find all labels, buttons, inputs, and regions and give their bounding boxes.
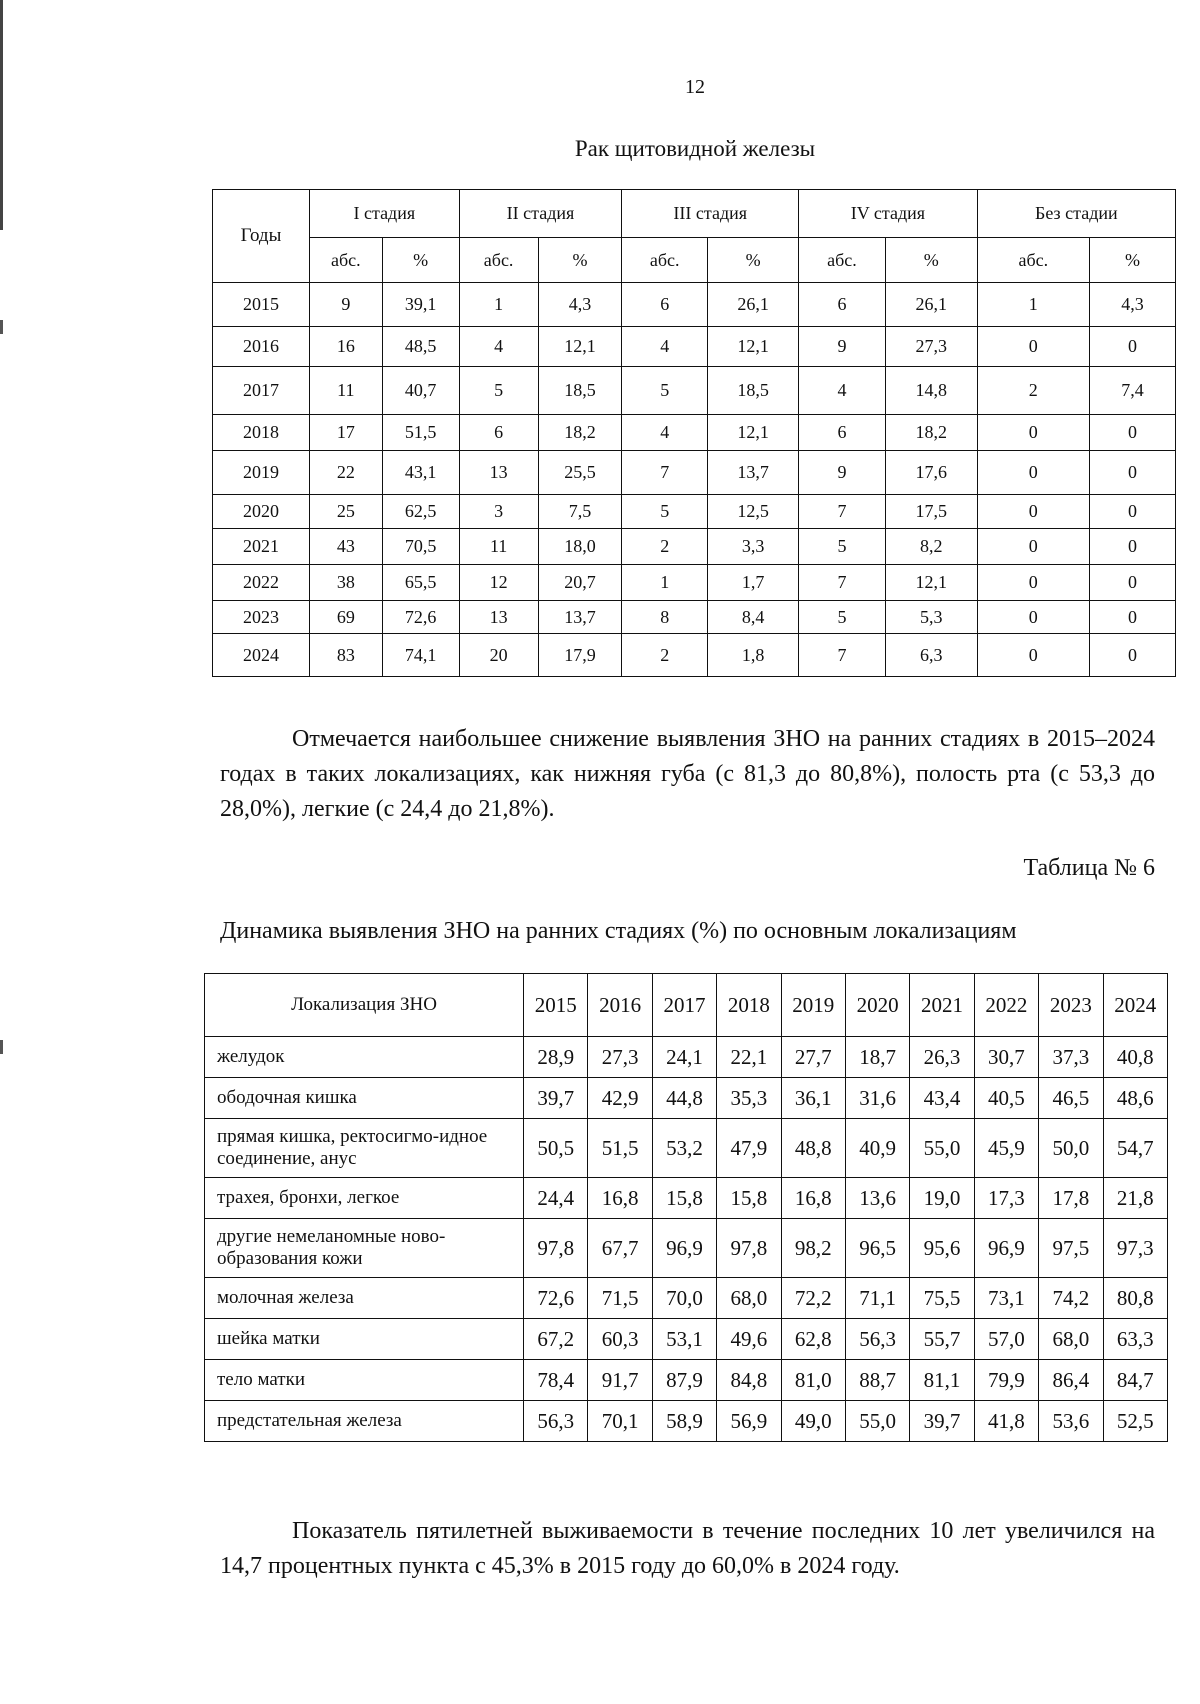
- value-cell: 83: [310, 634, 383, 677]
- year-cell: 2015: [213, 283, 310, 327]
- value-cell: 44,8: [652, 1078, 716, 1119]
- value-cell: 27,3: [885, 327, 977, 367]
- value-cell: 96,9: [974, 1219, 1038, 1278]
- value-cell: 40,9: [845, 1119, 909, 1178]
- value-cell: 60,3: [588, 1319, 652, 1360]
- value-cell: 42,9: [588, 1078, 652, 1119]
- value-cell: 63,3: [1103, 1319, 1167, 1360]
- paragraph-early-stage-decline: Отмечается наибольшее снижение выявления ЗНО на ранних стадиях в 2015–2024 годах в таких локализациях, как нижняя губа (с 81,3 до 80,8%), полость рта (с 53,3 до 28,0%), легкие (с 24,4 до 21,8%).: [220, 726, 1155, 822]
- value-cell: 51,5: [588, 1119, 652, 1178]
- value-cell: 15,8: [717, 1178, 781, 1219]
- value-cell: 1,8: [708, 634, 799, 677]
- value-cell: 2: [977, 367, 1089, 415]
- value-cell: 70,1: [588, 1401, 652, 1442]
- value-cell: 1: [977, 283, 1089, 327]
- value-cell: 12: [459, 565, 538, 601]
- value-cell: 97,8: [524, 1219, 588, 1278]
- table-row: [205, 1078, 1168, 1119]
- value-cell: 7: [799, 565, 886, 601]
- value-cell: 22,1: [717, 1037, 781, 1078]
- value-cell: 4: [799, 367, 886, 415]
- table-row: [213, 415, 1176, 451]
- year-cell: 2016: [213, 327, 310, 367]
- year-header: 2021: [910, 974, 974, 1037]
- value-cell: 65,5: [382, 565, 459, 601]
- year-cell: 2022: [213, 565, 310, 601]
- value-cell: 28,9: [524, 1037, 588, 1078]
- table-row: [205, 1360, 1168, 1401]
- value-cell: 81,0: [781, 1360, 845, 1401]
- value-cell: 58,9: [652, 1401, 716, 1442]
- value-cell: 55,0: [845, 1401, 909, 1442]
- value-cell: 12,1: [885, 565, 977, 601]
- value-cell: 97,3: [1103, 1219, 1167, 1278]
- value-cell: 35,3: [717, 1078, 781, 1119]
- table-row: [205, 1278, 1168, 1319]
- value-cell: 75,5: [910, 1278, 974, 1319]
- value-cell: 38: [310, 565, 383, 601]
- value-cell: 0: [1089, 529, 1175, 565]
- table1-title: Рак щитовидной железы: [574, 136, 816, 161]
- table-row: [213, 327, 1176, 367]
- subheader-cell: абс.: [622, 238, 708, 283]
- value-cell: 5: [459, 367, 538, 415]
- table-row: [205, 1319, 1168, 1360]
- value-cell: 96,5: [845, 1219, 909, 1278]
- value-cell: 4: [459, 327, 538, 367]
- table-row: [213, 283, 1176, 327]
- value-cell: 0: [977, 415, 1089, 451]
- value-cell: 52,5: [1103, 1401, 1167, 1442]
- value-cell: 98,2: [781, 1219, 845, 1278]
- value-cell: 15,8: [652, 1178, 716, 1219]
- value-cell: 4: [622, 415, 708, 451]
- value-cell: 95,6: [910, 1219, 974, 1278]
- value-cell: 0: [977, 495, 1089, 529]
- value-cell: 72,6: [524, 1278, 588, 1319]
- early-stage-detection-table: [204, 973, 1168, 1442]
- value-cell: 16,8: [588, 1178, 652, 1219]
- value-cell: 6: [799, 283, 886, 327]
- value-cell: 67,7: [588, 1219, 652, 1278]
- value-cell: 7: [799, 495, 886, 529]
- value-cell: 9: [799, 451, 886, 495]
- year-header: 2017: [652, 974, 716, 1037]
- value-cell: 40,5: [974, 1078, 1038, 1119]
- page-number: 12: [685, 76, 705, 98]
- table-row: [213, 529, 1176, 565]
- value-cell: 16: [310, 327, 383, 367]
- value-cell: 41,8: [974, 1401, 1038, 1442]
- value-cell: 62,5: [382, 495, 459, 529]
- value-cell: 21,8: [1103, 1178, 1167, 1219]
- value-cell: 27,7: [781, 1037, 845, 1078]
- value-cell: 20: [459, 634, 538, 677]
- value-cell: 12,1: [708, 415, 799, 451]
- location-header: Локализация ЗНО: [205, 974, 524, 1037]
- value-cell: 30,7: [974, 1037, 1038, 1078]
- year-cell: 2019: [213, 451, 310, 495]
- value-cell: 7: [799, 634, 886, 677]
- location-cell: желудок: [205, 1037, 524, 1078]
- years-header: Годы: [213, 190, 310, 283]
- stage-header: I стадия: [310, 190, 460, 238]
- value-cell: 54,7: [1103, 1119, 1167, 1178]
- value-cell: 16,8: [781, 1178, 845, 1219]
- value-cell: 0: [1089, 495, 1175, 529]
- value-cell: 5: [799, 529, 886, 565]
- table-row: [205, 1119, 1168, 1178]
- value-cell: 13,6: [845, 1178, 909, 1219]
- value-cell: 19,0: [910, 1178, 974, 1219]
- paragraph-five-year-survival: Показатель пятилетней выживаемости в течение последних 10 лет увеличился на 14,7 процентных пункта с 45,3% в 2015 году до 60,0% в 2024 году.: [220, 1518, 1155, 1579]
- value-cell: 62,8: [781, 1319, 845, 1360]
- value-cell: 71,5: [588, 1278, 652, 1319]
- value-cell: 43: [310, 529, 383, 565]
- value-cell: 67,2: [524, 1319, 588, 1360]
- stage-header: II стадия: [459, 190, 622, 238]
- table-row: [205, 1037, 1168, 1078]
- value-cell: 73,1: [974, 1278, 1038, 1319]
- value-cell: 4,3: [1089, 283, 1175, 327]
- value-cell: 18,0: [538, 529, 622, 565]
- value-cell: 0: [977, 451, 1089, 495]
- value-cell: 1,7: [708, 565, 799, 601]
- value-cell: 12,5: [708, 495, 799, 529]
- value-cell: 50,0: [1039, 1119, 1103, 1178]
- location-cell: тело матки: [205, 1360, 524, 1401]
- location-cell: прямая кишка, ректосигмо-идное соединение, анус: [205, 1119, 524, 1178]
- value-cell: 40,7: [382, 367, 459, 415]
- year-header: 2023: [1039, 974, 1103, 1037]
- value-cell: 6: [459, 415, 538, 451]
- value-cell: 55,7: [910, 1319, 974, 1360]
- value-cell: 13,7: [538, 601, 622, 634]
- value-cell: 68,0: [1039, 1319, 1103, 1360]
- table-row: [213, 367, 1176, 415]
- subheader-cell: абс.: [459, 238, 538, 283]
- value-cell: 31,6: [845, 1078, 909, 1119]
- location-cell: предстательная железа: [205, 1401, 524, 1442]
- value-cell: 39,1: [382, 283, 459, 327]
- location-cell: трахея, бронхи, легкое: [205, 1178, 524, 1219]
- value-cell: 18,7: [845, 1037, 909, 1078]
- value-cell: 56,3: [845, 1319, 909, 1360]
- value-cell: 13: [459, 601, 538, 634]
- location-cell: другие немеланомные ново-образования кожи: [205, 1219, 524, 1278]
- table-row: [205, 1401, 1168, 1442]
- value-cell: 17,5: [885, 495, 977, 529]
- value-cell: 43,4: [910, 1078, 974, 1119]
- stage-header: IV стадия: [799, 190, 978, 238]
- value-cell: 49,6: [717, 1319, 781, 1360]
- value-cell: 0: [1089, 327, 1175, 367]
- value-cell: 36,1: [781, 1078, 845, 1119]
- value-cell: 53,6: [1039, 1401, 1103, 1442]
- value-cell: 17,9: [538, 634, 622, 677]
- scan-tick-mark: [0, 1040, 3, 1054]
- value-cell: 79,9: [974, 1360, 1038, 1401]
- value-cell: 3,3: [708, 529, 799, 565]
- year-cell: 2020: [213, 495, 310, 529]
- table2-title: Динамика выявления ЗНО на ранних стадиях (%) по основным локализациям: [220, 918, 1017, 944]
- value-cell: 17,8: [1039, 1178, 1103, 1219]
- value-cell: 9: [799, 327, 886, 367]
- value-cell: 51,5: [382, 415, 459, 451]
- location-cell: ободочная кишка: [205, 1078, 524, 1119]
- year-cell: 2017: [213, 367, 310, 415]
- year-header: 2019: [781, 974, 845, 1037]
- value-cell: 50,5: [524, 1119, 588, 1178]
- value-cell: 0: [977, 634, 1089, 677]
- value-cell: 18,2: [538, 415, 622, 451]
- year-header: 2020: [845, 974, 909, 1037]
- subheader-cell: абс.: [799, 238, 886, 283]
- scan-edge-mark: [0, 0, 3, 230]
- table-row: [213, 634, 1176, 677]
- value-cell: 72,2: [781, 1278, 845, 1319]
- subheader-cell: %: [382, 238, 459, 283]
- value-cell: 17: [310, 415, 383, 451]
- value-cell: 46,5: [1039, 1078, 1103, 1119]
- value-cell: 56,9: [717, 1401, 781, 1442]
- year-header: 2018: [717, 974, 781, 1037]
- value-cell: 40,8: [1103, 1037, 1167, 1078]
- value-cell: 7,5: [538, 495, 622, 529]
- value-cell: 45,9: [974, 1119, 1038, 1178]
- value-cell: 26,1: [708, 283, 799, 327]
- value-cell: 7: [622, 451, 708, 495]
- value-cell: 11: [459, 529, 538, 565]
- value-cell: 13,7: [708, 451, 799, 495]
- value-cell: 12,1: [538, 327, 622, 367]
- table-row: [213, 451, 1176, 495]
- value-cell: 96,9: [652, 1219, 716, 1278]
- value-cell: 53,2: [652, 1119, 716, 1178]
- value-cell: 6: [622, 283, 708, 327]
- value-cell: 91,7: [588, 1360, 652, 1401]
- value-cell: 18,5: [708, 367, 799, 415]
- value-cell: 97,5: [1039, 1219, 1103, 1278]
- value-cell: 2: [622, 529, 708, 565]
- value-cell: 78,4: [524, 1360, 588, 1401]
- value-cell: 84,7: [1103, 1360, 1167, 1401]
- value-cell: 18,5: [538, 367, 622, 415]
- stage-header: III стадия: [622, 190, 799, 238]
- value-cell: 80,8: [1103, 1278, 1167, 1319]
- value-cell: 49,0: [781, 1401, 845, 1442]
- value-cell: 68,0: [717, 1278, 781, 1319]
- year-header: 2022: [974, 974, 1038, 1037]
- value-cell: 20,7: [538, 565, 622, 601]
- value-cell: 24,4: [524, 1178, 588, 1219]
- value-cell: 18,2: [885, 415, 977, 451]
- value-cell: 72,6: [382, 601, 459, 634]
- thyroid-cancer-table: [212, 189, 1176, 677]
- value-cell: 86,4: [1039, 1360, 1103, 1401]
- value-cell: 0: [1089, 634, 1175, 677]
- subheader-cell: абс.: [310, 238, 383, 283]
- value-cell: 53,1: [652, 1319, 716, 1360]
- value-cell: 9: [310, 283, 383, 327]
- value-cell: 0: [1089, 565, 1175, 601]
- value-cell: 17,3: [974, 1178, 1038, 1219]
- value-cell: 57,0: [974, 1319, 1038, 1360]
- value-cell: 6,3: [885, 634, 977, 677]
- value-cell: 97,8: [717, 1219, 781, 1278]
- value-cell: 87,9: [652, 1360, 716, 1401]
- year-header: 2016: [588, 974, 652, 1037]
- value-cell: 12,1: [708, 327, 799, 367]
- value-cell: 0: [1089, 601, 1175, 634]
- table-row: [213, 565, 1176, 601]
- year-cell: 2021: [213, 529, 310, 565]
- value-cell: 5: [622, 367, 708, 415]
- value-cell: 0: [977, 601, 1089, 634]
- value-cell: 6: [799, 415, 886, 451]
- table-row: [213, 601, 1176, 634]
- value-cell: 70,5: [382, 529, 459, 565]
- value-cell: 5,3: [885, 601, 977, 634]
- location-cell: молочная железа: [205, 1278, 524, 1319]
- value-cell: 0: [977, 565, 1089, 601]
- value-cell: 1: [459, 283, 538, 327]
- value-cell: 25,5: [538, 451, 622, 495]
- value-cell: 84,8: [717, 1360, 781, 1401]
- subheader-cell: %: [1089, 238, 1175, 283]
- value-cell: 55,0: [910, 1119, 974, 1178]
- value-cell: 8,4: [708, 601, 799, 634]
- value-cell: 70,0: [652, 1278, 716, 1319]
- value-cell: 8,2: [885, 529, 977, 565]
- value-cell: 26,1: [885, 283, 977, 327]
- value-cell: 7,4: [1089, 367, 1175, 415]
- value-cell: 24,1: [652, 1037, 716, 1078]
- value-cell: 48,8: [781, 1119, 845, 1178]
- value-cell: 25: [310, 495, 383, 529]
- value-cell: 0: [1089, 451, 1175, 495]
- year-header: 2015: [524, 974, 588, 1037]
- value-cell: 88,7: [845, 1360, 909, 1401]
- value-cell: 37,3: [1039, 1037, 1103, 1078]
- value-cell: 0: [1089, 415, 1175, 451]
- value-cell: 26,3: [910, 1037, 974, 1078]
- stage-header: Без стадии: [977, 190, 1175, 238]
- value-cell: 13: [459, 451, 538, 495]
- value-cell: 56,3: [524, 1401, 588, 1442]
- table-row: [205, 1178, 1168, 1219]
- value-cell: 5: [622, 495, 708, 529]
- location-cell: шейка матки: [205, 1319, 524, 1360]
- value-cell: 17,6: [885, 451, 977, 495]
- year-cell: 2018: [213, 415, 310, 451]
- value-cell: 48,6: [1103, 1078, 1167, 1119]
- value-cell: 2: [622, 634, 708, 677]
- year-header: 2024: [1103, 974, 1167, 1037]
- subheader-cell: %: [885, 238, 977, 283]
- value-cell: 4,3: [538, 283, 622, 327]
- value-cell: 5: [799, 601, 886, 634]
- value-cell: 27,3: [588, 1037, 652, 1078]
- value-cell: 48,5: [382, 327, 459, 367]
- value-cell: 74,1: [382, 634, 459, 677]
- year-cell: 2023: [213, 601, 310, 634]
- subheader-cell: абс.: [977, 238, 1089, 283]
- scan-tick-mark: [0, 320, 3, 334]
- value-cell: 0: [977, 327, 1089, 367]
- table2-caption: Таблица № 6: [1023, 855, 1155, 881]
- table-row: [213, 495, 1176, 529]
- value-cell: 8: [622, 601, 708, 634]
- value-cell: 14,8: [885, 367, 977, 415]
- table-row: [205, 1219, 1168, 1278]
- value-cell: 4: [622, 327, 708, 367]
- value-cell: 47,9: [717, 1119, 781, 1178]
- value-cell: 81,1: [910, 1360, 974, 1401]
- value-cell: 1: [622, 565, 708, 601]
- value-cell: 43,1: [382, 451, 459, 495]
- value-cell: 3: [459, 495, 538, 529]
- value-cell: 71,1: [845, 1278, 909, 1319]
- value-cell: 22: [310, 451, 383, 495]
- value-cell: 11: [310, 367, 383, 415]
- value-cell: 39,7: [524, 1078, 588, 1119]
- subheader-cell: %: [708, 238, 799, 283]
- value-cell: 39,7: [910, 1401, 974, 1442]
- value-cell: 69: [310, 601, 383, 634]
- subheader-cell: %: [538, 238, 622, 283]
- year-cell: 2024: [213, 634, 310, 677]
- value-cell: 74,2: [1039, 1278, 1103, 1319]
- value-cell: 0: [977, 529, 1089, 565]
